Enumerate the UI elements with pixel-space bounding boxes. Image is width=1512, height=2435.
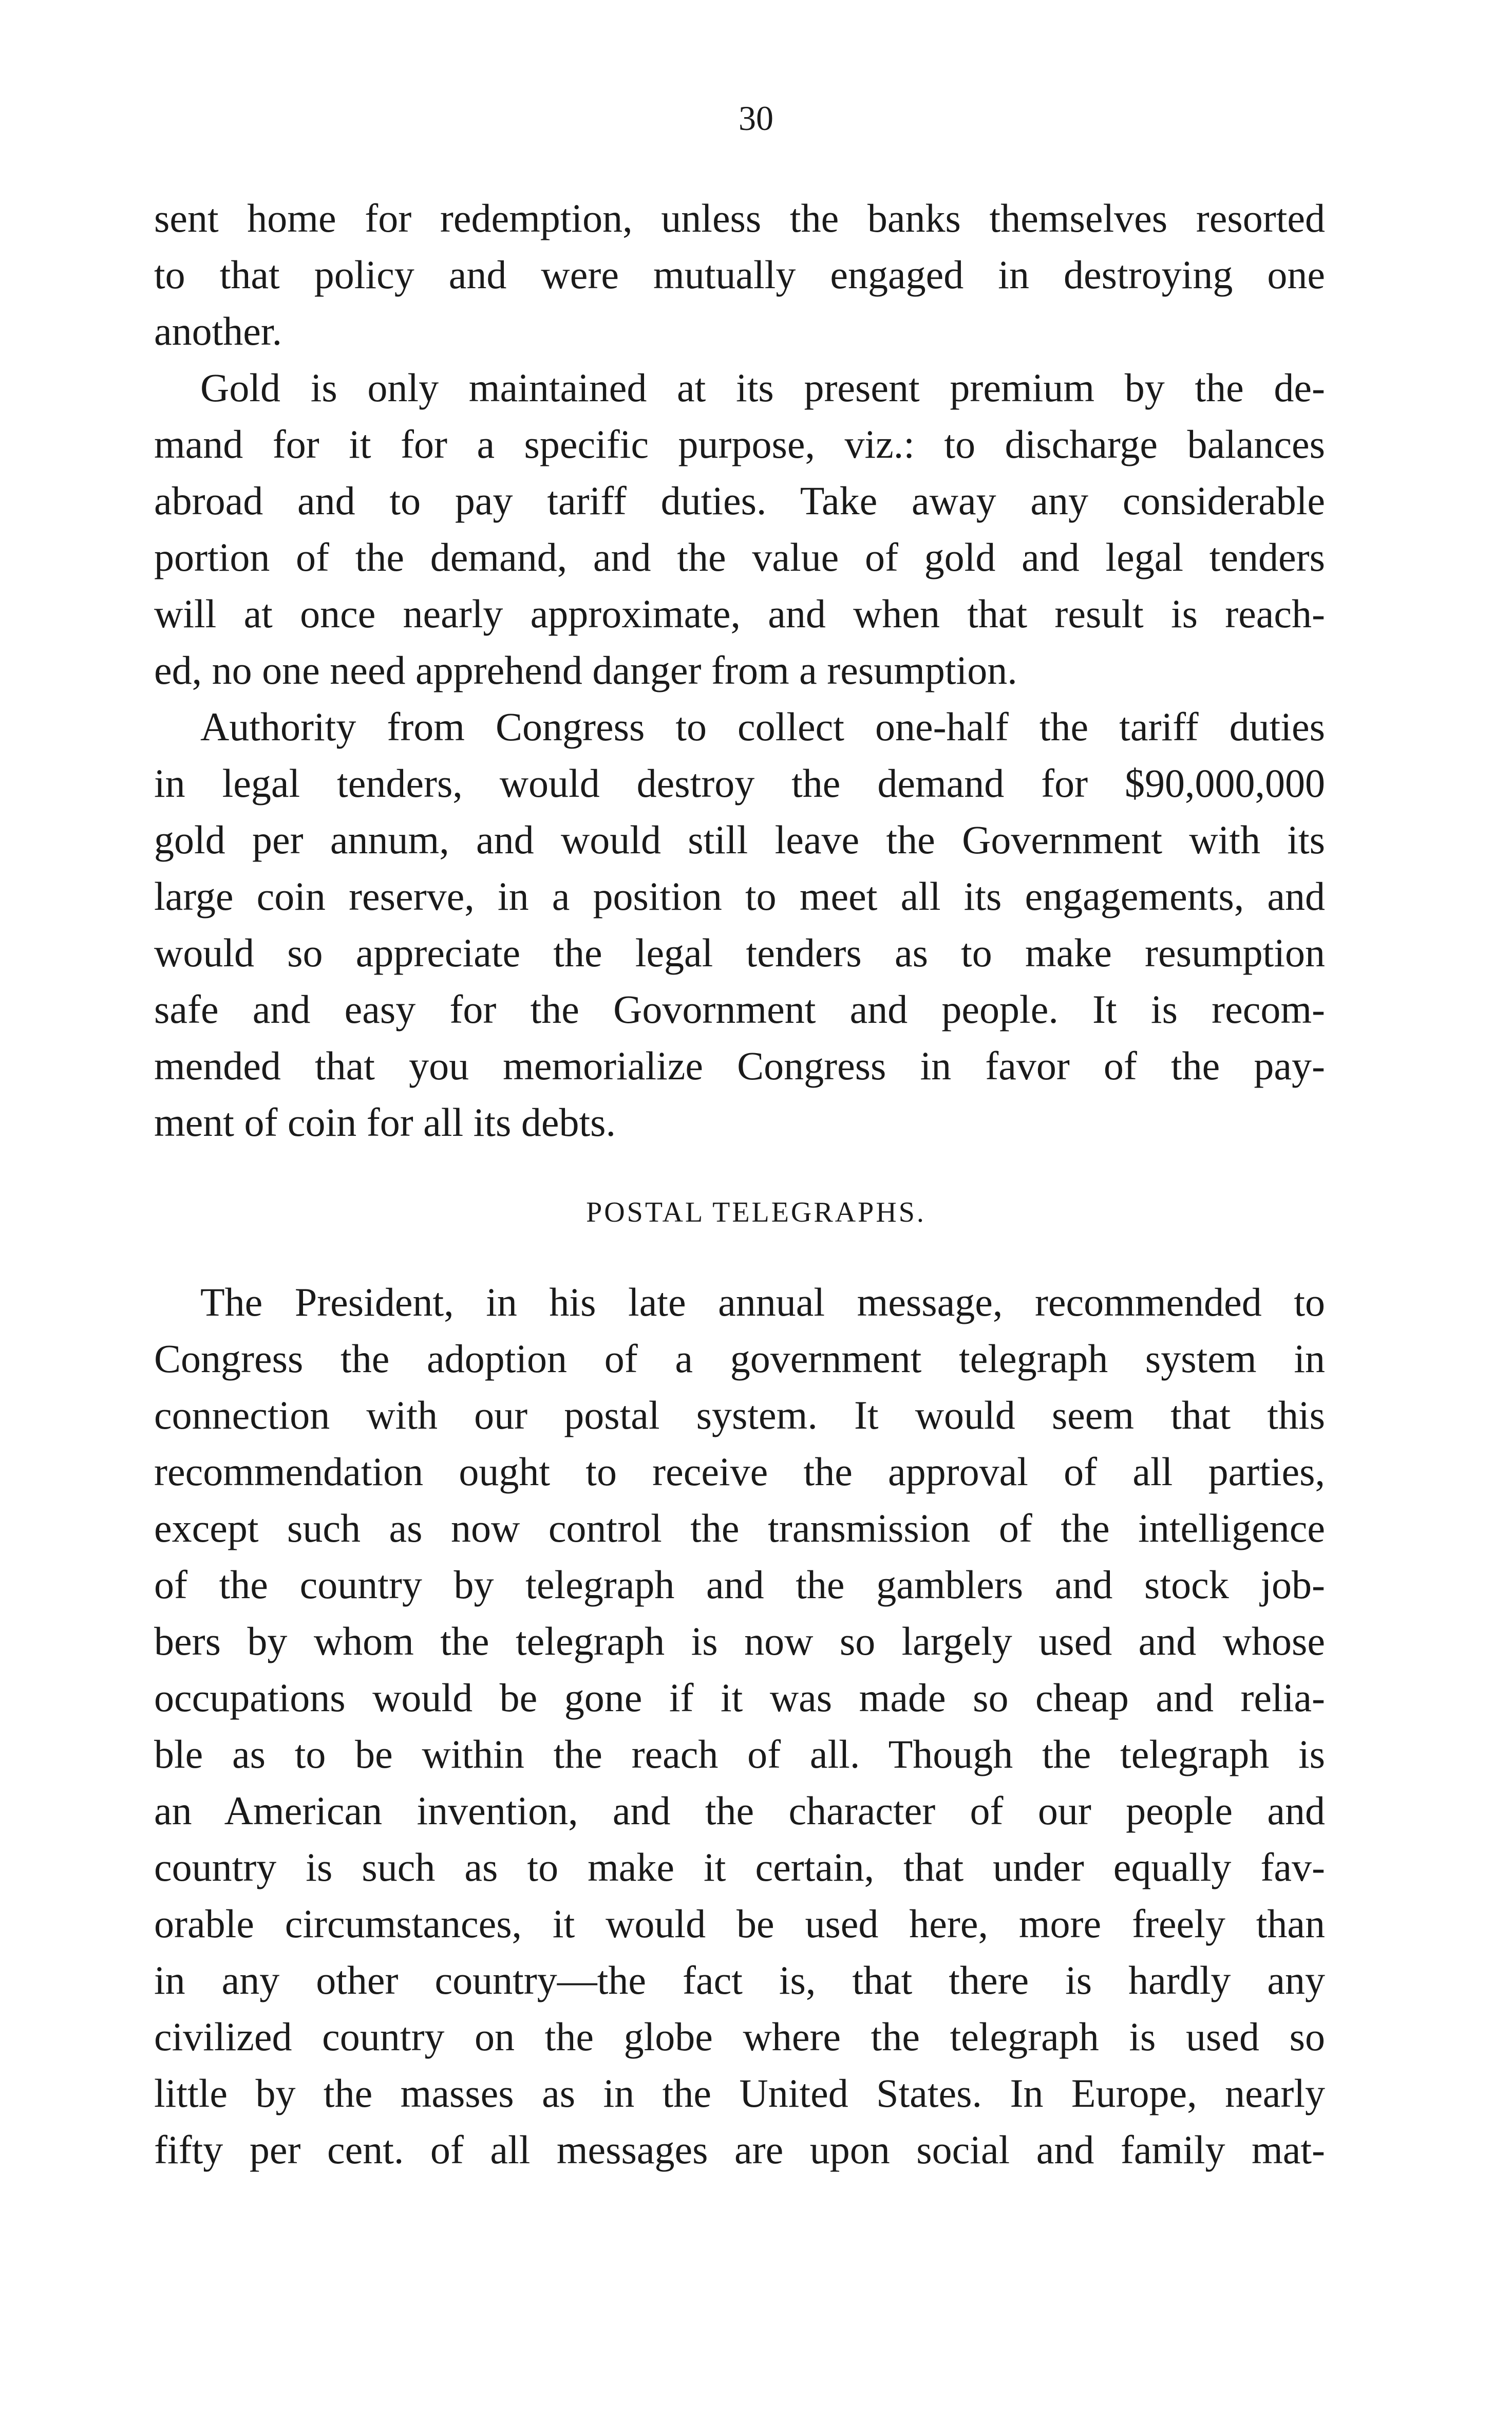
text-line: country is such as to make it certain, that under equally fav- [154, 1845, 1325, 1889]
text-line: The President, in his late annual message, recommended to [200, 1280, 1325, 1324]
text-line: except such as now control the transmission of the intelligence [154, 1506, 1325, 1550]
text-line: would so appreciate the legal tenders as to make resumption [154, 930, 1325, 975]
text-line: connection with our postal system. It would seem that this [154, 1393, 1325, 1437]
text-line: in any other country—the fact is, that there is hardly any [154, 1958, 1325, 2002]
text-line: abroad and to pay tariff duties. Take away any considerable [154, 478, 1325, 523]
text-line: ed, no one need apprehend danger from a resumption. [154, 648, 1017, 692]
text-line: ment of coin for all its debts. [154, 1100, 616, 1145]
paragraph-block-postal-telegraphs [154, 1274, 1325, 2178]
text-line: an American invention, and the character of our people and [154, 1788, 1325, 1833]
page-number: 30 [739, 99, 773, 138]
text-line: Congress the adoption of a government telegraph system in [154, 1336, 1325, 1381]
text-line: orable circumstances, it would be used here, more freely than [154, 1901, 1325, 1946]
text-line: safe and easy for the Govornment and people. It is recom- [154, 987, 1325, 1032]
text-line: mended that you memorialize Congress in favor of the pay- [154, 1043, 1325, 1088]
text-line: civilized country on the globe where the telegraph is used so [154, 2014, 1325, 2059]
text-line: recommendation ought to receive the approval of all parties, [154, 1449, 1325, 1494]
text-line: Gold is only maintained at its present premium by the de- [200, 365, 1325, 410]
text-line: of the country by telegraph and the gamblers and stock job- [154, 1562, 1325, 1607]
text-line: fifty per cent. of all messages are upon social and family mat- [154, 2127, 1325, 2172]
text-line: mand for it for a specific purpose, viz.: to discharge balances [154, 422, 1325, 466]
text-line: Authority from Congress to collect one-half the tariff duties [200, 704, 1325, 749]
section-heading: POSTAL TELEGRAPHS. [586, 1196, 926, 1228]
text-line: another. [154, 309, 282, 353]
text-line: large coin reserve, in a position to meet all its engagements, and [154, 874, 1325, 919]
text-line: portion of the demand, and the value of gold and legal tenders [154, 535, 1325, 579]
text-line: occupations would be gone if it was made so cheap and relia- [154, 1675, 1325, 1720]
text-line: little by the masses as in the United States. In Europe, nearly [154, 2071, 1325, 2115]
text-line: sent home for redemption, unless the banks themselves resorted [154, 196, 1325, 240]
text-line: bers by whom the telegraph is now so largely used and whose [154, 1619, 1325, 1663]
paragraph-block-resumption [154, 190, 1325, 1151]
text-line: gold per annum, and would still leave the Government with its [154, 817, 1325, 862]
text-line: to that policy and were mutually engaged in destroying one [154, 252, 1325, 297]
text-line: ble as to be within the reach of all. Though the telegraph is [154, 1732, 1325, 1776]
text-line: will at once nearly approximate, and when that result is reach- [154, 591, 1325, 636]
text-line: in legal tenders, would destroy the demand for $90,000,000 [154, 761, 1325, 806]
